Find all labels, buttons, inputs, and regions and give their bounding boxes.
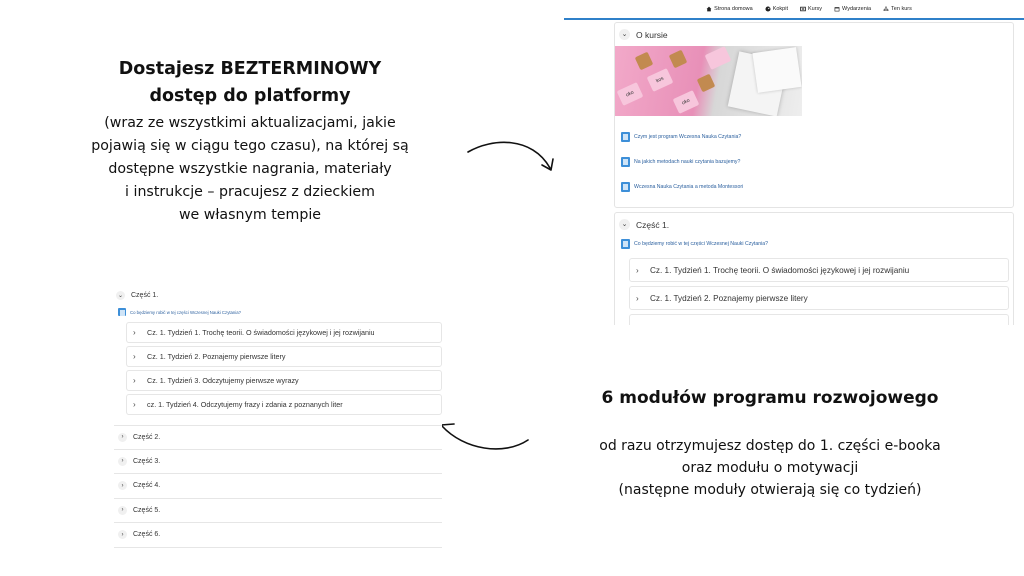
promo-right-body-line: od razu otrzymujesz dostęp do 1. części e-booka: [599, 438, 941, 454]
week-title: cz. 1. Tydzień 4. Odczytujemy frazy i zdania z poznanych liter: [147, 400, 343, 409]
part1-section-header[interactable]: [615, 213, 1013, 236]
promo-left-body-line: pojawią się w ciągu tego czasu), na której są: [91, 138, 409, 154]
arrow-left-icon: [434, 412, 534, 456]
week-row[interactable]: [629, 286, 1009, 310]
nav-item-home[interactable]: [706, 6, 753, 12]
promo-right-body-line: (następne moduły otwierają się co tydzień): [618, 482, 922, 498]
part-title: Część 2.: [133, 433, 161, 441]
lesson-link[interactable]: [112, 305, 442, 319]
lesson-link[interactable]: [615, 236, 1013, 252]
week-row[interactable]: [126, 370, 442, 391]
page-icon: [621, 157, 630, 167]
chevron-right-icon: ›: [118, 481, 127, 490]
nav-item-label: Kursy: [807, 6, 823, 12]
promo-left-body-line: we własnym tempie: [178, 207, 322, 223]
lesson-title: Wczesna Nauka Czytania a metoda Montessori: [634, 183, 744, 190]
cover-book: [752, 47, 801, 93]
nav-item-this-course[interactable]: [883, 6, 912, 12]
promo-right-body: [560, 435, 980, 501]
chevron-right-icon: ›: [636, 265, 639, 275]
week-title: Cz. 1. Tydzień 1. Trochę teorii. O świadomości językowej i jej rozwijaniu: [147, 328, 375, 337]
chevron-right-icon: ›: [133, 328, 136, 337]
sitemap-icon: [883, 6, 889, 12]
promo-left-heading-line: dostęp do platformy: [149, 86, 351, 106]
week-row-partial: [629, 314, 1009, 325]
week-row[interactable]: [126, 322, 442, 343]
top-nav: [564, 0, 1024, 20]
cover-tile-blank: [705, 46, 732, 70]
cover-photo: [697, 74, 716, 93]
about-section-header[interactable]: [615, 23, 1013, 46]
arrow-right-icon: [462, 134, 562, 182]
chevron-right-icon: ›: [133, 376, 136, 385]
cover-tile: kos: [647, 68, 674, 92]
part-title: Część 4.: [133, 482, 161, 490]
courses-icon: [800, 6, 806, 12]
promo-left-heading: [70, 56, 430, 110]
part-row[interactable]: [114, 474, 442, 499]
lesson-title: Na jakich metodach nauki czytania bazujemy?: [634, 158, 741, 165]
lesson-link[interactable]: [615, 149, 1013, 174]
nav-item-label: Kokpit: [772, 6, 788, 12]
part1-section: [614, 212, 1014, 325]
chevron-right-icon: ›: [118, 530, 127, 539]
promo-left-body-line: dostępne wszystkie nagrania, materiały: [108, 161, 392, 177]
part-title: Część 6.: [133, 531, 161, 539]
week-row[interactable]: [629, 258, 1009, 282]
promo-right-heading: 6 modułów programu rozwojowego: [601, 388, 939, 408]
week-row[interactable]: [126, 346, 442, 367]
section-title: Część 1.: [636, 219, 670, 230]
part-title: Część 3.: [133, 457, 161, 465]
home-icon: [706, 6, 712, 12]
nav-item-label: Strona domowa: [714, 6, 753, 12]
chevron-right-icon: ›: [636, 293, 639, 303]
section-title: Część 1.: [131, 292, 159, 299]
dashboard-icon: [765, 6, 771, 12]
lesson-title: Co będziemy robić w tej części Wczesnej Nauki Czytania?: [130, 309, 242, 315]
nav-item-courses[interactable]: [800, 6, 822, 12]
nav-item-label: Wydarzenia: [842, 6, 872, 12]
lesson-link[interactable]: [615, 174, 1013, 199]
page-icon: [621, 132, 630, 142]
nav-item-dashboard[interactable]: [765, 6, 788, 12]
page-icon: [621, 182, 630, 192]
promo-left-body-line: (wraz ze wszystkimi aktualizacjami, jakie: [104, 115, 396, 131]
lesson-title: Co będziemy robić w tej części Wczesnej Nauki Czytania?: [634, 241, 769, 247]
course-screenshot-right: [564, 0, 1024, 325]
chevron-right-icon: ›: [133, 352, 136, 361]
lesson-title: Czym jest program Wczesna Nauka Czytania?: [634, 133, 742, 140]
chevron-right-icon: ›: [118, 457, 127, 466]
nav-item-label: Ten kurs: [891, 6, 912, 12]
week-title: Cz. 1. Tydzień 2. Poznajemy pierwsze litery: [650, 293, 808, 303]
promo-right: [560, 385, 980, 501]
part-row[interactable]: [114, 523, 442, 548]
week-title: Cz. 1. Tydzień 3. Odczytujemy pierwsze wyrazy: [147, 376, 299, 385]
cover-photo: [635, 52, 654, 71]
part1-header[interactable]: [112, 286, 442, 305]
cover-photo: [669, 50, 688, 69]
week-title: Cz. 1. Tydzień 1. Trochę teorii. O świadomości językowej i jej rozwijaniu: [650, 265, 910, 275]
week-row[interactable]: [126, 394, 442, 415]
chevron-right-icon: ›: [118, 506, 127, 515]
promo-left-body-line: i instrukcje – pracujesz z dzieckiem: [125, 184, 375, 200]
chevron-down-icon: ⌄: [619, 29, 630, 40]
chevron-right-icon: ›: [133, 400, 136, 409]
chevron-down-icon: ⌄: [619, 219, 630, 230]
week-title: Cz. 1. Tydzień 2. Poznajemy pierwsze litery: [147, 352, 286, 361]
course-screenshot-left: [112, 286, 442, 558]
chevron-down-icon: ⌄: [117, 293, 124, 299]
cover-tile: oko: [617, 82, 644, 106]
promo-right-body-line: oraz modułu o motywacji: [681, 460, 859, 476]
promo-left-heading-line: Dostajesz BEZTERMINOWY: [118, 59, 382, 79]
nav-item-events[interactable]: [834, 6, 871, 12]
page-icon: [621, 239, 630, 249]
part-row[interactable]: [114, 425, 442, 450]
part-title: Część 5.: [133, 506, 161, 514]
part-row[interactable]: [114, 499, 442, 524]
parts-list: [112, 425, 442, 548]
lesson-link[interactable]: [615, 124, 1013, 149]
promo-left-body: [70, 112, 430, 227]
about-section: [614, 22, 1014, 208]
course-cover-image: [615, 46, 802, 116]
page-icon: [118, 308, 126, 316]
section-title: O kursie: [636, 29, 668, 40]
promo-left: [70, 56, 430, 227]
calendar-icon: [834, 6, 840, 12]
part-row[interactable]: [114, 450, 442, 475]
chevron-right-icon: ›: [118, 433, 127, 442]
cover-tile: oko: [673, 90, 700, 114]
